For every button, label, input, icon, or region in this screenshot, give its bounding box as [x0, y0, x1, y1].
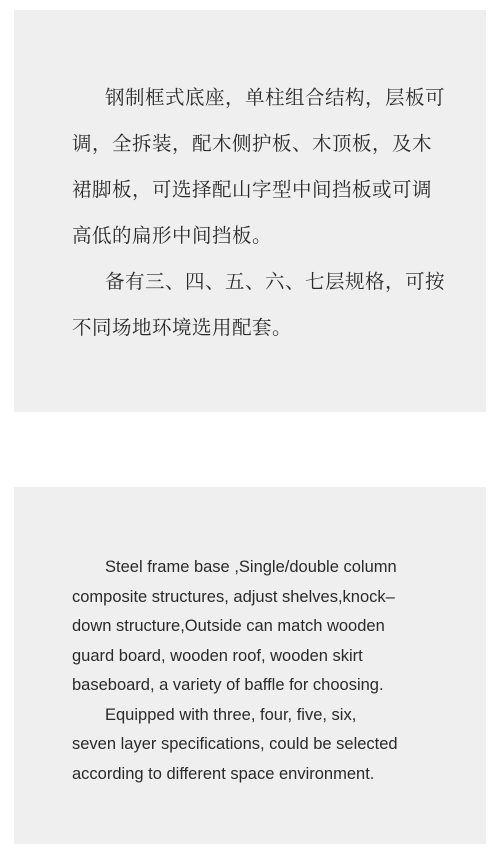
- en-line-2: composite structures, adjust shelves,knock–: [72, 587, 395, 606]
- en-line-8: according to different space environment.: [72, 764, 375, 783]
- english-description-panel: [14, 487, 486, 844]
- en-line-1: Steel frame base ,Single/double column: [105, 558, 397, 576]
- cn-line-3: 裙脚板，可选择配山字型中间挡板或可调: [72, 178, 433, 201]
- cn-line-5: 备有三、四、五、六、七层规格，可按: [105, 270, 446, 293]
- cn-line-2: 调，全拆装，配木侧护板、木顶板，及木: [72, 132, 433, 155]
- chinese-description-text: [72, 75, 446, 351]
- en-line-6: Equipped with three, four, five, six,: [105, 705, 357, 724]
- cn-line-6: 不同场地环境选用配套。: [72, 316, 293, 339]
- cn-line-1: 钢制框式底座，单柱组合结构，层板可: [105, 86, 446, 109]
- english-description-text: [72, 553, 432, 789]
- chinese-description-panel: [14, 10, 486, 412]
- en-line-3: down structure,Outside can match wooden: [72, 617, 385, 635]
- en-line-4: guard board, wooden roof, wooden skirt: [72, 646, 363, 665]
- en-line-7: seven layer specifications, could be selected: [72, 735, 398, 753]
- en-line-5: baseboard, a variety of baffle for choosing.: [72, 676, 384, 694]
- cn-line-4: 高低的扁形中间挡板。: [72, 224, 273, 247]
